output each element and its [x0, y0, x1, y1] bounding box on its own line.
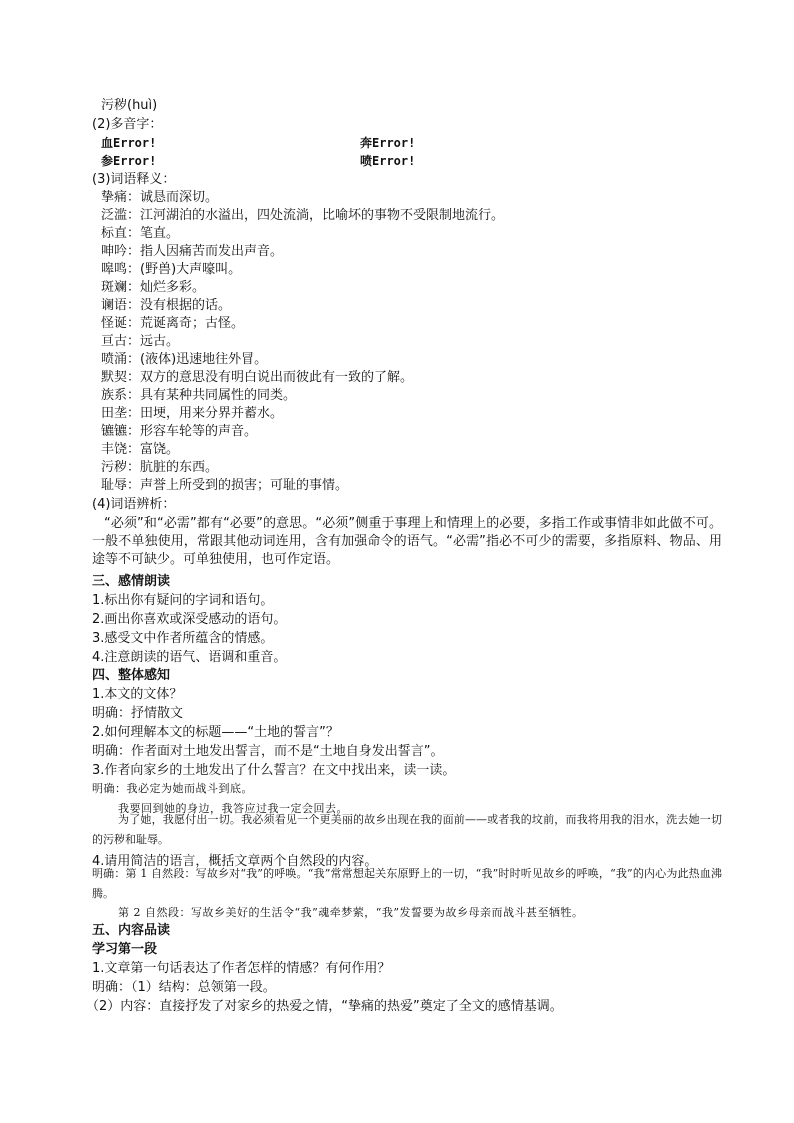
- definition-item: 标直：笔直。: [101, 226, 180, 241]
- definition-item: 田垄：田埂，用来分界并蓄水。: [101, 406, 284, 421]
- question: 3.作者向家乡的土地发出了什么誓言？在文中找出来，读一读。: [92, 763, 456, 778]
- question: 2.如何理解本文的标题——“土地的誓言”？: [92, 725, 339, 740]
- answer-quote: 为了她，我愿付出一切。我必须看见一个更美丽的故乡出现在我的面前——或者我的坟前，而我将用我的泪水，洗去她一切的污秽和耻辱。: [92, 813, 722, 846]
- answer: 明确：作者面对土地发出誓言，而不是“土地自身发出誓言”。: [92, 744, 444, 759]
- question: 4.请用简洁的语言，概括文章两个自然段的内容。: [92, 854, 378, 869]
- definition-item: 泛滥：江河湖泊的水溢出，四处流淌，比喻坏的事物不受限制地流行。: [101, 208, 505, 223]
- definition-item: 镳镳：形容车轮等的声音。: [101, 424, 258, 439]
- section-heading: 四、整体感知: [92, 668, 171, 683]
- question: 1.本文的文体？: [92, 687, 183, 702]
- section-subheading: 学习第一段: [92, 942, 158, 957]
- definition-item: 嗥鸣：(野兽)大声嚎叫。: [101, 262, 242, 277]
- question: 1.文章第一句话表达了作者怎样的情感？有何作用？: [92, 961, 391, 976]
- definition-item: 族系：具有某种共同属性的同类。: [101, 388, 297, 403]
- definition-item: 污秽：肮脏的东西。: [101, 460, 219, 475]
- text-line: 污秽(huì): [101, 98, 158, 113]
- paragraph: “必须”和“必需”都有“必要”的意思。“必须”侧重于事理上和情理上的必要，多指工作或事情非如此做不可。一般不单独使用，常跟其他动词连用，含有加强命令的语气。“必需”指必不可少的需要，多指原料、物品、用途等不可缺少。可单独使用，也可作定语。: [92, 516, 722, 567]
- definition-item: 挚痛：诚恳而深切。: [101, 190, 219, 205]
- definition-item: 耻辱：声誉上所受到的损害；可耻的事情。: [101, 478, 349, 493]
- definition-item: 喷涌：(液体)迅速地往外冒。: [101, 352, 268, 367]
- section-heading: 三、感情朗读: [92, 574, 171, 589]
- answer: （2）内容：直接抒发了对家乡的热爱之情，“挚痛的热爱”奠定了全文的感情基调。: [86, 999, 563, 1014]
- definition-item: 默契：双方的意思没有明白说出而彼此有一致的了解。: [101, 370, 414, 385]
- list-item: 3.感受文中作者所蕴含的情感。: [92, 631, 274, 646]
- definition-item: 怪诞：荒诞离奇；古怪。: [101, 316, 245, 331]
- polyphone-item: 奔Error!: [360, 136, 416, 150]
- list-item: 1.标出你有疑问的字词和语句。: [92, 593, 274, 608]
- polyphone-item: 参Error!: [101, 154, 157, 168]
- answer: 明确：抒情散文: [92, 706, 184, 721]
- polyphone-item: 血Error!: [101, 136, 157, 150]
- section-heading: 五、内容品读: [92, 923, 171, 938]
- answer-quote: 我要回到她的身边，我答应过我一定会回去。: [118, 802, 348, 815]
- definition-item: 斑斓：灿烂多彩。: [101, 280, 206, 295]
- answer: 明确：第 1 自然段：写故乡对“我”的呼唤。“我”常常想起关东原野上的一切，“我”时时听见故乡的呼唤，“我”的内心为此热血沸腾。: [92, 867, 722, 900]
- section-subheading: (3)词语释义：: [92, 172, 176, 187]
- definition-item: 丰饶：富饶。: [101, 442, 180, 457]
- list-item: 4.注意朗读的语气、语调和重音。: [92, 650, 287, 665]
- list-item: 2.画出你喜欢或深受感动的语句。: [92, 612, 287, 627]
- polyphone-item: 喷Error!: [360, 154, 416, 168]
- answer: 明确：我必定为她而战斗到底。: [92, 782, 253, 795]
- definition-item: 谰语：没有根据的话。: [101, 298, 232, 313]
- section-subheading: (4)词语辨析：: [92, 497, 176, 512]
- answer: 明确：（1）结构：总领第一段。: [92, 980, 276, 995]
- answer: 第 2 自然段：写故乡美好的生活令“我”魂牵梦萦，“我”发誓要为故乡母亲而战斗甚至牺牲。: [118, 906, 584, 919]
- section-subheading: (2)多音字：: [92, 117, 163, 132]
- definition-item: 呻吟：指人因痛苦而发出声音。: [101, 244, 284, 259]
- definition-item: 亘古：远古。: [101, 334, 180, 349]
